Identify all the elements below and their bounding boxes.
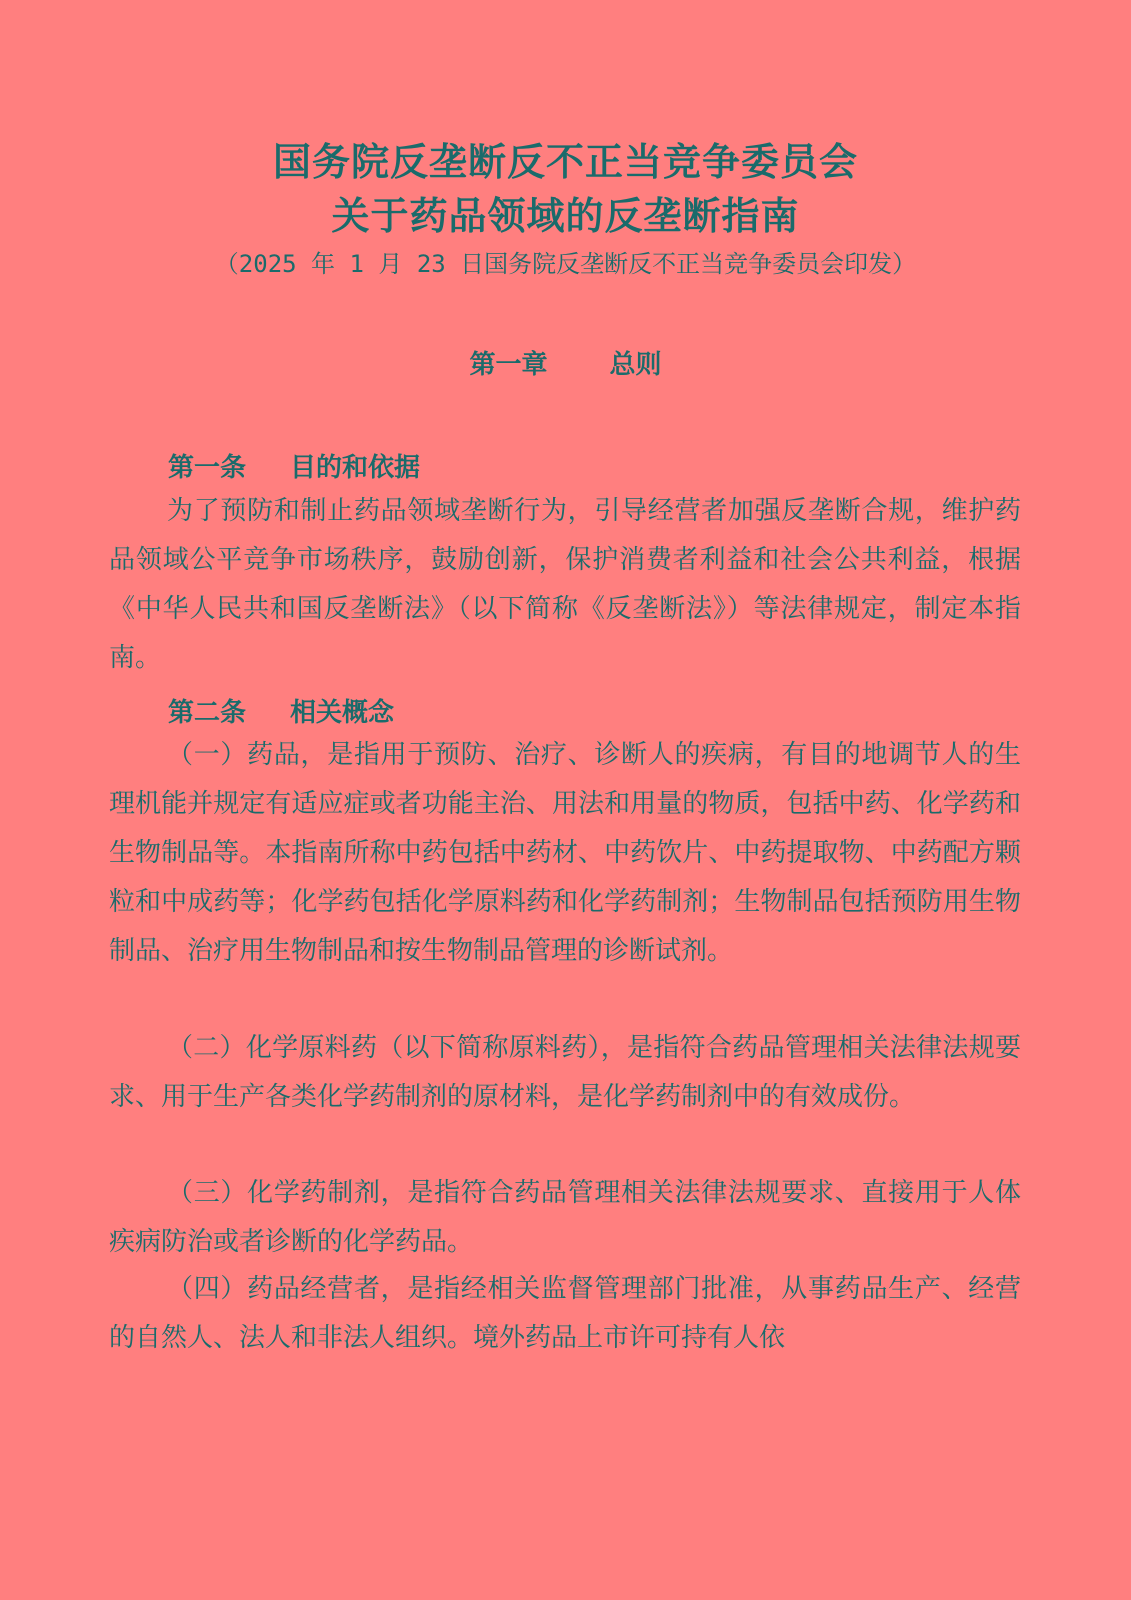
definition-paragraph-3: （三）化学药制剂，是指符合药品管理相关法律法规要求、直接用于人体疾病防治或者诊断的化学药品。 [109,1178,1021,1257]
issuance-note: （2025 年 1 月 23 日国务院反垄断反不正当竞争委员会印发） [214,250,917,278]
chapter-number: 第一章 [469,350,548,380]
article-name: 目的和依据 [290,453,421,483]
article-1-heading [168,455,420,481]
article-1-paragraph: 为了预防和制止药品领域垄断行为，引导经营者加强反垄断合规，维护药品领域公平竞争市场秩序，鼓励创新，保护消费者利益和社会公共利益，根据《中华人民共和国反垄断法》（以下简称《反垄断法》）等法律规定，制定本指南。 [109,496,1021,673]
definition-paragraph-4: （四）药品经营者，是指经相关监督管理部门批准，从事药品生产、经营的自然人、法人和非法人组织。境外药品上市许可持有人依 [109,1274,1021,1353]
chapter-name: 总则 [609,350,662,380]
article-number: 第二条 [168,698,247,728]
article-number: 第一条 [168,453,247,483]
article-name: 相关概念 [290,698,395,728]
document-title-line-1: 国务院反垄断反不正当竞争委员会 [272,139,858,184]
definition-paragraph-1: （一）药品，是指用于预防、治疗、诊断人的疾病，有目的地调节人的生理机能并规定有适应症或者功能主治、用法和用量的物质，包括中药、化学药和生物制品等。本指南所称中药包括中药材、中药饮片、中药提取物、中药配方颗粒和中成药等；化学药包括化学原料药和化学药制剂；生物制品包括预防用生物制品、治疗用生物制品和按生物制品管理的诊断试剂。 [109,740,1021,966]
article-2-heading [168,700,394,726]
definition-paragraph-2: （二）化学原料药（以下简称原料药），是指符合药品管理相关法律法规要求、用于生产各类化学药制剂的原材料，是化学药制剂中的有效成份。 [109,1033,1021,1112]
chapter-heading [0,352,1131,378]
document-title-line-2: 关于药品领域的反垄断指南 [331,193,800,238]
